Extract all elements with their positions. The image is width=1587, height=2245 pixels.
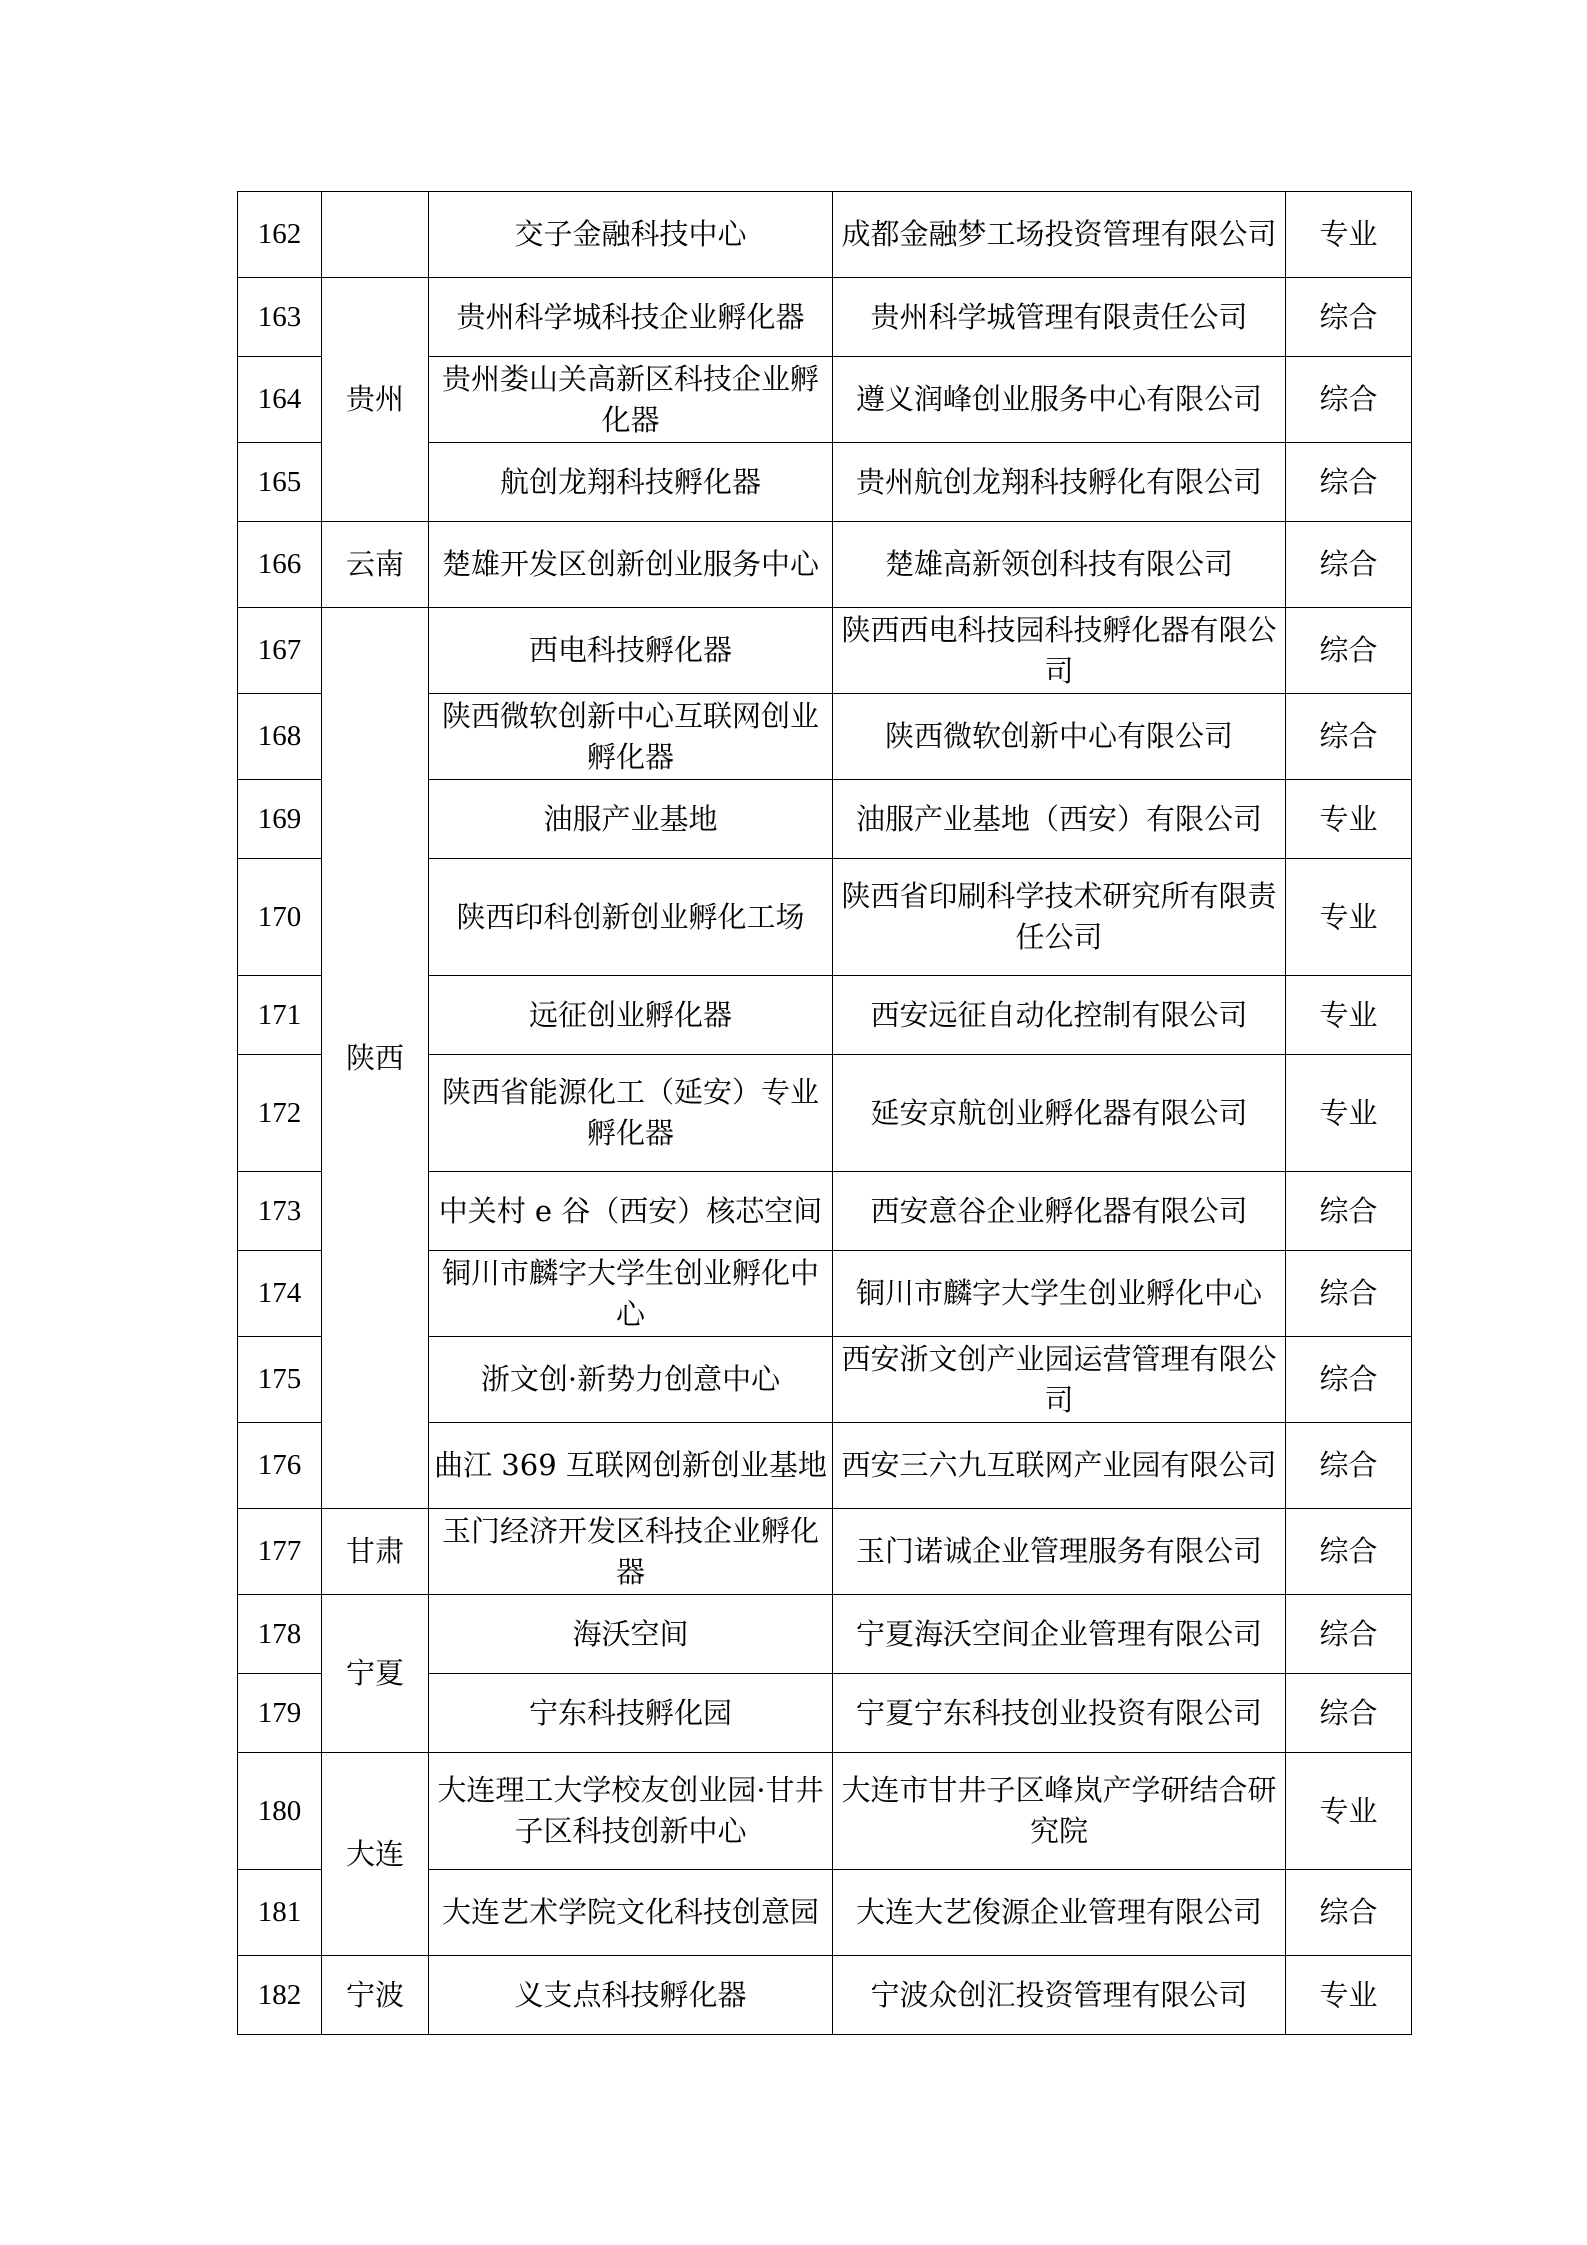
- row-number: 169: [238, 780, 322, 859]
- incubator-name: 航创龙翔科技孵化器: [429, 443, 833, 522]
- region-cell: 宁波: [322, 1956, 429, 2035]
- table-row: [238, 608, 1412, 694]
- incubator-table: [237, 191, 1412, 2035]
- incubator-name: 楚雄开发区创新创业服务中心: [429, 522, 833, 608]
- table-row: [238, 1509, 1412, 1595]
- incubator-name: 海沃空间: [429, 1595, 833, 1674]
- row-number: 177: [238, 1509, 322, 1595]
- row-number: 176: [238, 1423, 322, 1509]
- region-cell: 宁夏: [322, 1595, 429, 1753]
- operator-name: 贵州航创龙翔科技孵化有限公司: [833, 443, 1286, 522]
- row-number: 181: [238, 1870, 322, 1956]
- incubator-type: 专业: [1286, 976, 1412, 1055]
- incubator-type: 综合: [1286, 522, 1412, 608]
- operator-name: 成都金融梦工场投资管理有限公司: [833, 192, 1286, 278]
- incubator-name: 宁东科技孵化园: [429, 1674, 833, 1753]
- incubator-name: 陕西印科创新创业孵化工场: [429, 859, 833, 976]
- region-cell: [322, 192, 429, 278]
- row-number: 162: [238, 192, 322, 278]
- operator-name: 西安远征自动化控制有限公司: [833, 976, 1286, 1055]
- incubator-name: 贵州科学城科技企业孵化器: [429, 278, 833, 357]
- incubator-type: 专业: [1286, 1055, 1412, 1172]
- incubator-type: 综合: [1286, 1595, 1412, 1674]
- operator-name: 延安京航创业孵化器有限公司: [833, 1055, 1286, 1172]
- operator-name: 大连大艺俊源企业管理有限公司: [833, 1870, 1286, 1956]
- row-number: 178: [238, 1595, 322, 1674]
- incubator-type: 综合: [1286, 1509, 1412, 1595]
- row-number: 174: [238, 1251, 322, 1337]
- incubator-name: 大连艺术学院文化科技创意园: [429, 1870, 833, 1956]
- table-row: [238, 1956, 1412, 2035]
- operator-name: 陕西微软创新中心有限公司: [833, 694, 1286, 780]
- incubator-name: 大连理工大学校友创业园·甘井子区科技创新中心: [429, 1753, 833, 1870]
- incubator-type: 综合: [1286, 1172, 1412, 1251]
- operator-name: 宁夏宁东科技创业投资有限公司: [833, 1674, 1286, 1753]
- table-row: [238, 522, 1412, 608]
- operator-name: 玉门诺诚企业管理服务有限公司: [833, 1509, 1286, 1595]
- incubator-name: 陕西微软创新中心互联网创业孵化器: [429, 694, 833, 780]
- region-cell: 陕西: [322, 608, 429, 1509]
- table-row: [238, 1753, 1412, 1870]
- table-row: [238, 192, 1412, 278]
- incubator-name: 贵州娄山关高新区科技企业孵化器: [429, 357, 833, 443]
- operator-name: 西安浙文创产业园运营管理有限公司: [833, 1337, 1286, 1423]
- incubator-name: 油服产业基地: [429, 780, 833, 859]
- incubator-name: 曲江 369 互联网创新创业基地: [429, 1423, 833, 1509]
- operator-name: 西安意谷企业孵化器有限公司: [833, 1172, 1286, 1251]
- row-number: 171: [238, 976, 322, 1055]
- row-number: 168: [238, 694, 322, 780]
- incubator-name: 浙文创·新势力创意中心: [429, 1337, 833, 1423]
- incubator-type: 综合: [1286, 694, 1412, 780]
- incubator-type: 综合: [1286, 1674, 1412, 1753]
- incubator-type: 专业: [1286, 1956, 1412, 2035]
- incubator-type: 专业: [1286, 1753, 1412, 1870]
- incubator-name: 陕西省能源化工（延安）专业孵化器: [429, 1055, 833, 1172]
- table-row: [238, 1595, 1412, 1674]
- incubator-type: 综合: [1286, 1251, 1412, 1337]
- row-number: 175: [238, 1337, 322, 1423]
- incubator-name: 远征创业孵化器: [429, 976, 833, 1055]
- incubator-type: 专业: [1286, 192, 1412, 278]
- operator-name: 大连市甘井子区峰岚产学研结合研究院: [833, 1753, 1286, 1870]
- operator-name: 宁波众创汇投资管理有限公司: [833, 1956, 1286, 2035]
- incubator-name: 西电科技孵化器: [429, 608, 833, 694]
- incubator-type: 综合: [1286, 1337, 1412, 1423]
- incubator-name: 玉门经济开发区科技企业孵化器: [429, 1509, 833, 1595]
- incubator-name: 交子金融科技中心: [429, 192, 833, 278]
- incubator-type: 综合: [1286, 278, 1412, 357]
- incubator-type: 综合: [1286, 1870, 1412, 1956]
- incubator-type: 综合: [1286, 357, 1412, 443]
- incubator-type: 综合: [1286, 608, 1412, 694]
- region-cell: 贵州: [322, 278, 429, 522]
- row-number: 165: [238, 443, 322, 522]
- region-cell: 云南: [322, 522, 429, 608]
- row-number: 170: [238, 859, 322, 976]
- operator-name: 铜川市麟字大学生创业孵化中心: [833, 1251, 1286, 1337]
- row-number: 164: [238, 357, 322, 443]
- incubator-type: 专业: [1286, 780, 1412, 859]
- region-cell: 甘肃: [322, 1509, 429, 1595]
- operator-name: 西安三六九互联网产业园有限公司: [833, 1423, 1286, 1509]
- incubator-type: 综合: [1286, 1423, 1412, 1509]
- operator-name: 遵义润峰创业服务中心有限公司: [833, 357, 1286, 443]
- operator-name: 宁夏海沃空间企业管理有限公司: [833, 1595, 1286, 1674]
- table-row: [238, 278, 1412, 357]
- row-number: 173: [238, 1172, 322, 1251]
- incubator-name: 铜川市麟字大学生创业孵化中心: [429, 1251, 833, 1337]
- row-number: 179: [238, 1674, 322, 1753]
- incubator-type: 专业: [1286, 859, 1412, 976]
- row-number: 163: [238, 278, 322, 357]
- row-number: 172: [238, 1055, 322, 1172]
- operator-name: 陕西西电科技园科技孵化器有限公司: [833, 608, 1286, 694]
- region-cell: 大连: [322, 1753, 429, 1956]
- row-number: 180: [238, 1753, 322, 1870]
- row-number: 182: [238, 1956, 322, 2035]
- incubator-name: 中关村 e 谷（西安）核芯空间: [429, 1172, 833, 1251]
- incubator-type: 综合: [1286, 443, 1412, 522]
- operator-name: 油服产业基地（西安）有限公司: [833, 780, 1286, 859]
- row-number: 167: [238, 608, 322, 694]
- operator-name: 楚雄高新领创科技有限公司: [833, 522, 1286, 608]
- operator-name: 贵州科学城管理有限责任公司: [833, 278, 1286, 357]
- incubator-name: 义支点科技孵化器: [429, 1956, 833, 2035]
- operator-name: 陕西省印刷科学技术研究所有限责任公司: [833, 859, 1286, 976]
- row-number: 166: [238, 522, 322, 608]
